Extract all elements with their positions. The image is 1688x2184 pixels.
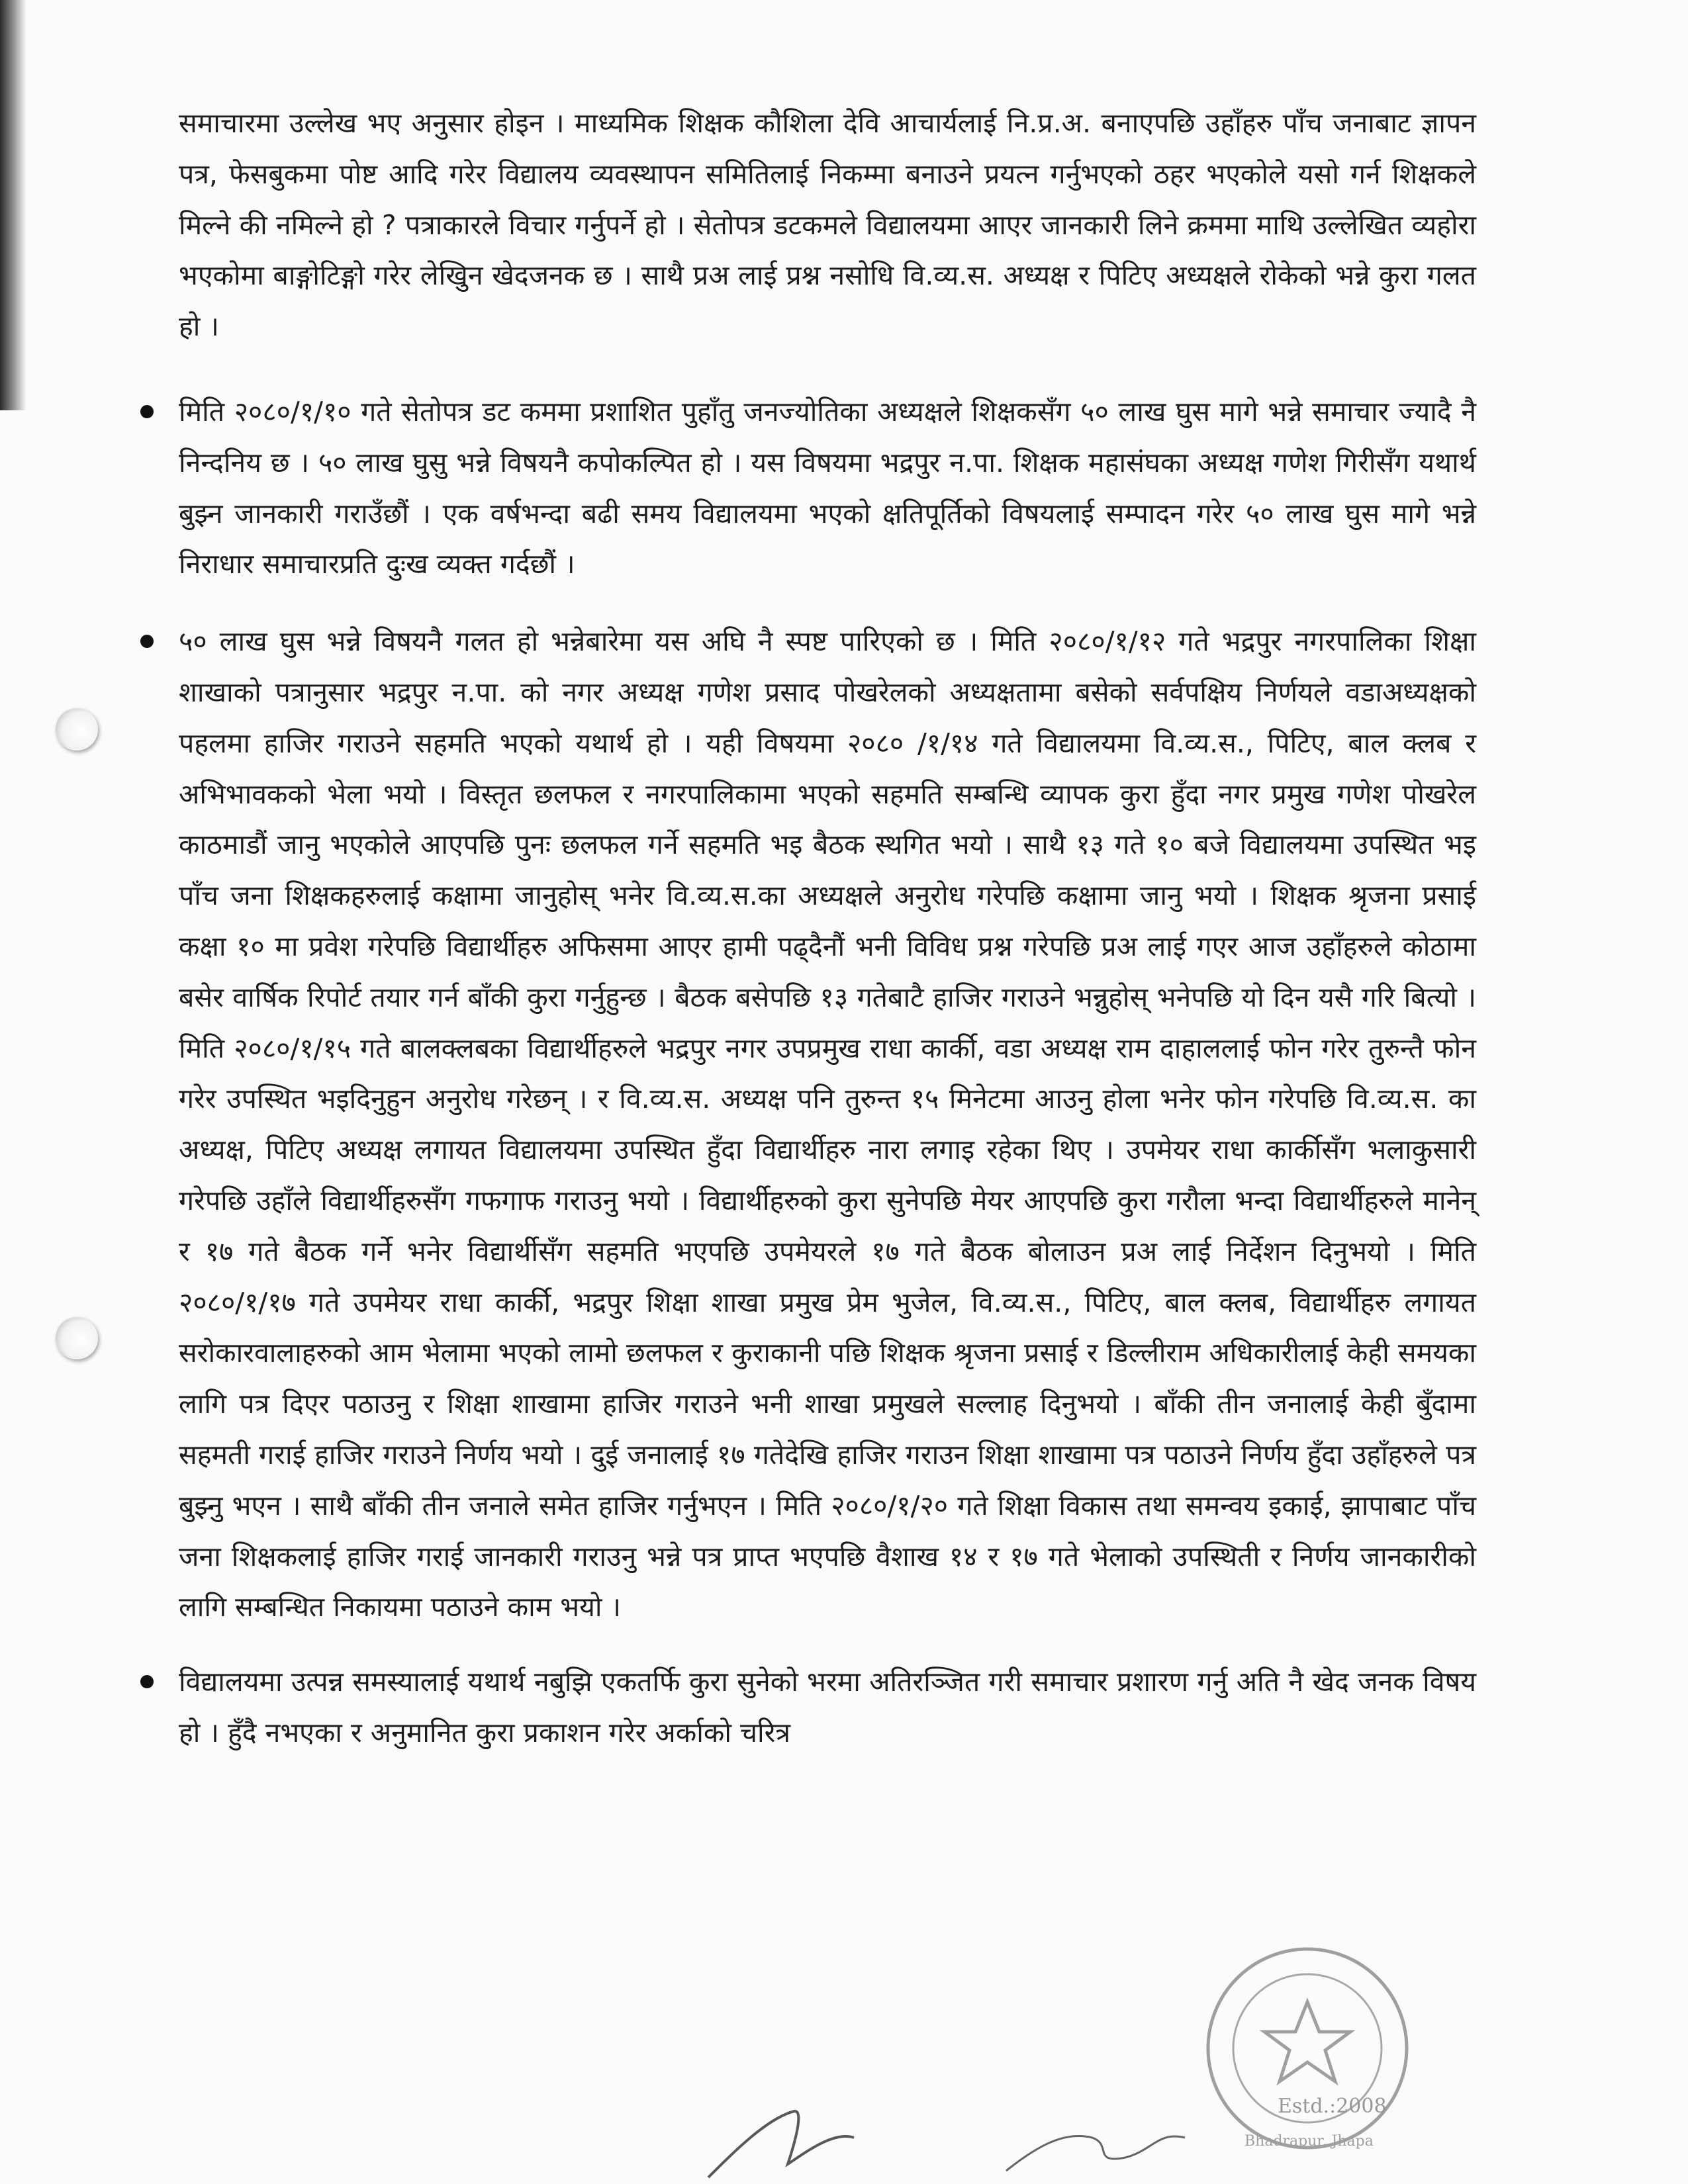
bullet-item: [179, 616, 1476, 1633]
punch-hole: [56, 708, 98, 751]
punch-hole: [56, 1317, 98, 1359]
handwritten-signature: [695, 2091, 1423, 2184]
bullet-icon: [140, 635, 154, 648]
bullet-text: मिति २०८०/१/१० गते सेतोपत्र डट कममा प्रशाशित पुहाँतु जनज्योतिका अध्यक्षले शिक्षकसँग ५० लाख घुस मागे भन्ने समाचार ज्यादै नै निन्दनिय छ । ५० लाख घुसु भन्ने विषयनै कपोकल्पित हो । यस विषयमा भद्रपुर न.पा. शिक्षक महासंघका अध्यक्ष गणेश गिरीसँग यथार्थ बुझ्न जानकारी गराउँछौं । एक वर्षभन्दा बढी समय विद्यालयमा भएको क्षतिपूर्तिको विषयलाई सम्पादन गरेर ५० लाख घुस मागे भन्ने निराधार समाचारप्रति दुःख व्यक्त गर्दछौं ।: [179, 395, 1476, 580]
bullet-item: [179, 387, 1476, 590]
bullet-text: विद्यालयमा उत्पन्न समस्यालाई यथार्थ नबुझि एकतर्फि कुरा सुनेको भरमा अतिरञ्जित गरी समाचार प्रशारण गर्नु अति नै खेद जनक विषय हो । हुँदै नभएका र अनुमानित कुरा प्रकाशन गरेर अर्काको चरित्र: [179, 1666, 1476, 1749]
scan-edge-shadow: [0, 0, 26, 410]
intro-paragraph: समाचारमा उल्लेख भए अनुसार होइन । माध्यमिक शिक्षक कौशिला देवि आचार्यलाई नि.प्र.अ. बनाएपछि उहाँहरु पाँच जनाबाट ज्ञापन पत्र, फेसबुकमा पोष्ट आदि गरेर विद्यालय व्यवस्थापन समितिलाई निकम्मा बनाउने प्रयत्न गर्नुभएको ठहर भएकोले यसो गर्न शिक्षकले मिल्ने की नमिल्ने हो ? पत्राकारले विचार गर्नुपर्ने हो । सेतोपत्र डटकमले विद्यालयमा आएर जानकारी लिने क्रममा माथि उल्लेखित व्यहोरा भएकोमा बाङ्गोटिङ्गो गरेर लेखिुन खेदजनक छ । साथै प्रअ लाई प्रश्न नसोधि वि.व्य.स. अध्यक्ष र पिटिए अध्यक्षले रोकेको भन्ने कुरा गलत हो ।: [179, 107, 1476, 343]
bullet-text: ५० लाख घुस भन्ने विषयनै गलत हो भन्नेबारेमा यस अघि नै स्पष्ट पारिएको छ । मिति २०८०/१/१२ गते भद्रपुर नगरपालिका शिक्षा शाखाको पत्रानुसार भद्रपुर न.पा. को नगर अध्यक्ष गणेश प्रसाद पोखरेलको अध्यक्षतामा बसेको सर्वपक्षिय निर्णयले वडाअध्यक्षको पहलमा हाजिर गराउने सहमति भएको यथार्थ हो । यही विषयमा २०८० /१/१४ गते विद्यालयमा वि.व्य.स., पिटिए, बाल क्लब र अभिभावकको भेला भयो । विस्तृत छलफल र नगरपालिकामा भएको सहमति सम्बन्धि व्यापक कुरा हुँदा नगर प्रमुख गणेश पोखरेल काठमाडौं जानु भएकोले आएपछि पुनः छलफल गर्ने सहमति भइ बैठक स्थगित भयो । साथै १३ गते १० बजे विद्यालयमा उपस्थित भइ पाँच जना शिक्षकहरुलाई कक्षामा जानुहोस् भनेर वि.व्य.स.का अध्यक्षले अनुरोध गरेपछि कक्षामा जानु भयो । शिक्षक श्रृजना प्रसाई कक्षा १० मा प्रवेश गरेपछि विद्यार्थीहरु अफिसमा आएर हामी पढ्दैनौं भनी विविध प्रश्न गरेपछि प्रअ लाई गएर आज उहाँहरुले कोठामा बसेर वार्षिक रिपोर्ट तयार गर्न बाँकी कुरा गर्नुहुन्छ । बैठक बसेपछि १३ गतेबाटै हाजिर गराउने भन्नुहोस् भनेपछि यो दिन यसै गरि बित्यो । मिति २०८०/१/१५ गते बालक्लबका विद्यार्थीहरुले भद्रपुर नगर उपप्रमुख राधा कार्की, वडा अध्यक्ष राम दाहाललाई फोन गरेर तुरुन्तै फोन गरेर उपस्थित भइदिनुहुन अनुरोध गरेछन् । र वि.व्य.स. अध्यक्ष पनि तुरुन्त १५ मिनेटमा आउनु होला भनेर फोन गरेपछि वि.व्य.स. का अध्यक्ष, पिटिए अध्यक्ष लगायत विद्यालयमा उपस्थित हुँदा विद्यार्थीहरु नारा लगाइ रहेका थिए । उपमेयर राधा कार्कीसँग भलाकुसारी गरेपछि उहाँले विद्यार्थीहरुसँग गफगाफ गराउनु भयो । विद्यार्थीहरुको कुरा सुनेपछि मेयर आएपछि कुरा गरौला भन्दा विद्यार्थीहरुले मानेन् र १७ गते बैठक गर्ने भनेर विद्यार्थीसँग सहमति भएपछि उपमेयरले १७ गते बैठक बोलाउन प्रअ लाई निर्देशन दिनुभयो । मिति २०८०/१/१७ गते उपमेयर राधा कार्की, भद्रपुर शिक्षा शाखा प्रमुख प्रेम भुजेल, वि.व्य.स., पिटिए, बाल क्लब, विद्यार्थीहरु लगायत सरोकारवालाहरुको आम भेलामा भएको लामो छलफल र कुराकानी पछि शिक्षक श्रृजना प्रसाई र डिल्लीराम अधिकारीलाई केही समयका लागि पत्र दिएर पठाउनु र शिक्षा शाखामा हाजिर गराउने भनी शाखा प्रमुखले सल्लाह दिनुभयो । बाँकी तीन जनालाई केही बुँदामा सहमती गराई हाजिर गराउने निर्णय भयो । दुई जनालाई १७ गतेदेखि हाजिर गराउन शिक्षा शाखामा पत्र पठाउने निर्णय हुँदा उहाँहरुले पत्र बुझ्नु भएन । साथै बाँकी तीन जनाले समेत हाजिर गर्नुभएन । मिति २०८०/१/२० गते शिक्षा विकास तथा समन्वय इकाई, झापाबाट पाँच जना शिक्षकलाई हाजिर गराई जानकारी गराउनु भन्ने पत्र प्राप्त भएपछि वैशाख १४ र १७ गते भेलाको उपस्थिती र निर्णय जानकारीको लागि सम्बन्धित निकायमा पठाउने काम भयो ।: [179, 625, 1476, 1623]
bullet-item: [179, 1657, 1476, 1758]
bullet-icon: [140, 405, 154, 418]
stamp-location-text: Bhadrapur, Jhapa: [1244, 2133, 1374, 2150]
stamp-year-text: Estd.:2008: [1278, 2095, 1387, 2118]
bullet-icon: [140, 1675, 154, 1688]
document-body: [179, 98, 1476, 1758]
